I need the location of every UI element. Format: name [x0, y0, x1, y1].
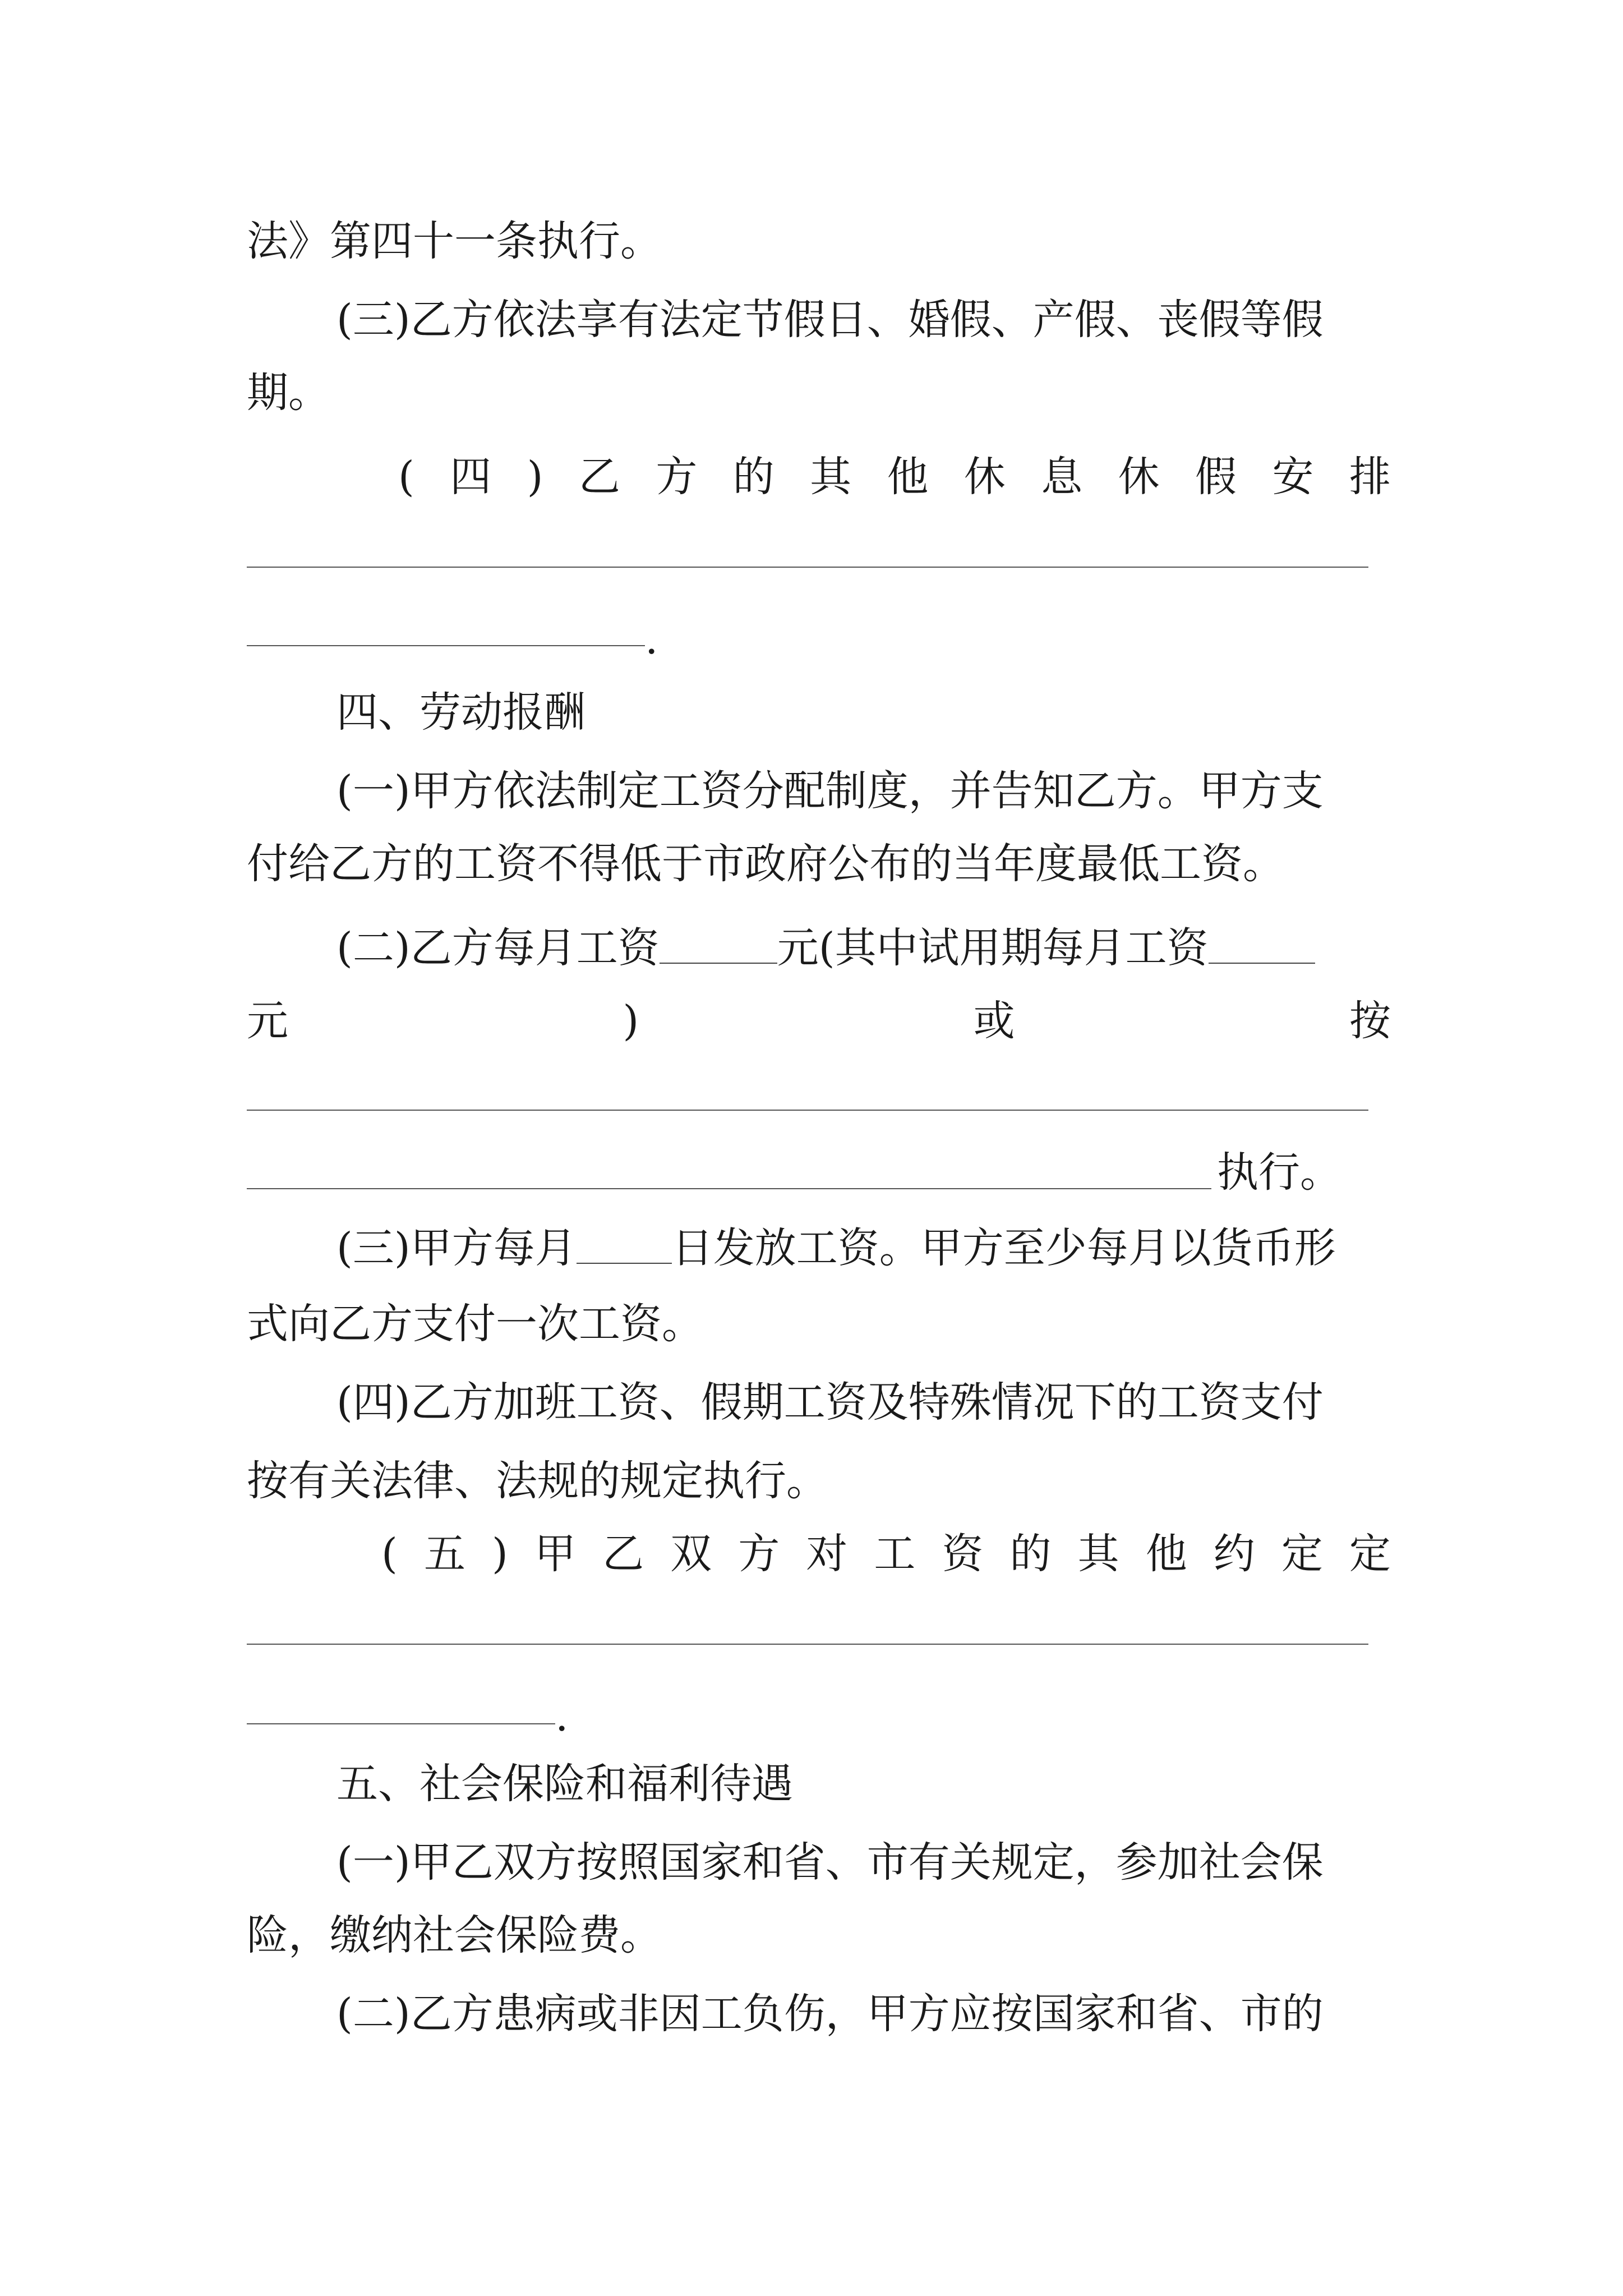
justified-char: 其 — [1077, 1530, 1119, 1578]
justified-char: 休 — [1118, 453, 1160, 501]
paragraph-line: (三)乙方依法享有法定节假日、婚假、产假、丧假等假 — [336, 296, 1324, 344]
paragraph-line — [336, 920, 1391, 976]
paragraph-line: 法》第四十一条执行。 — [247, 217, 662, 265]
payday-text-2: 日发放工资。甲方至少每月以货币形 — [671, 1224, 1336, 1272]
justified-char: 乙 — [602, 1530, 644, 1578]
paragraph-line-end: 执行。 — [1217, 1148, 1341, 1197]
section-heading: 四、劳动报酬 — [336, 688, 585, 737]
justified-char: 对 — [806, 1530, 848, 1578]
justified-heading-line — [398, 449, 1391, 505]
justified-char: 假 — [1195, 453, 1237, 501]
section-heading: 五、社会保险和福利待遇 — [336, 1760, 793, 1808]
payday-blank[interactable] — [577, 1220, 672, 1264]
justified-char: 他 — [1145, 1530, 1187, 1578]
wage-text: (二)乙方每月工资 — [336, 924, 660, 972]
justified-char: 方 — [656, 453, 698, 501]
paragraph-line: 按有关法律、法规的规定执行。 — [247, 1457, 828, 1505]
paragraph-line: 式向乙方支付一次工资。 — [247, 1300, 703, 1348]
paragraph-line: (一)甲乙双方按照国家和省、市有关规定，参加社会保 — [336, 1838, 1324, 1887]
justified-char: 五 — [423, 1530, 465, 1578]
paragraph-line: 付给乙方的工资不得低于市政府公布的当年度最低工资。 — [247, 840, 1284, 888]
paragraph-line: 期。 — [247, 369, 330, 417]
justified-char: ) — [492, 1530, 508, 1578]
fill-in-blank[interactable] — [247, 1188, 1211, 1189]
justified-char: 元 — [247, 997, 288, 1045]
justified-char: ) — [623, 997, 639, 1045]
justified-char: 或 — [973, 997, 1015, 1045]
justified-char: 工 — [874, 1530, 916, 1578]
justified-char: 安 — [1272, 453, 1314, 501]
justified-char: 的 — [732, 453, 774, 501]
justified-char: 其 — [810, 453, 852, 501]
justified-char: ( — [398, 453, 414, 501]
period-mark: . — [555, 1692, 569, 1741]
paragraph-line: (四)乙方加班工资、假期工资及特殊情况下的工资支付 — [336, 1378, 1324, 1427]
justified-char: 约 — [1213, 1530, 1255, 1578]
paragraph-line: (二)乙方患病或非因工负伤，甲方应按国家和省、市的 — [336, 1990, 1324, 2038]
justified-char: 甲 — [534, 1530, 576, 1578]
fill-in-blank[interactable] — [247, 1644, 1368, 1645]
paragraph-line: 险，缴纳社会保险费。 — [247, 1911, 662, 1959]
justified-heading-line — [381, 1526, 1391, 1582]
justified-char: 排 — [1349, 453, 1391, 501]
justified-char: 资 — [942, 1530, 984, 1578]
probation-wage-blank[interactable] — [1209, 920, 1315, 964]
fill-in-blank[interactable] — [247, 645, 645, 646]
justified-char: 双 — [670, 1530, 712, 1578]
paragraph-line — [336, 1220, 1391, 1276]
justified-char: ) — [527, 453, 543, 501]
fill-in-blank[interactable] — [247, 1110, 1368, 1111]
payday-text: (三)甲方每月 — [336, 1224, 577, 1272]
fill-in-blank[interactable] — [247, 1723, 555, 1724]
fill-in-blank[interactable] — [247, 567, 1368, 568]
justified-char: 乙 — [578, 453, 620, 501]
paragraph-line: (一)甲方依法制定工资分配制度，并告知乙方。甲方支 — [336, 767, 1324, 815]
justified-char: ( — [381, 1530, 398, 1578]
justified-char: 四 — [450, 453, 492, 501]
justified-line — [247, 993, 1391, 1049]
justified-char: 他 — [887, 453, 929, 501]
period-mark: . — [645, 615, 658, 664]
justified-char: 方 — [738, 1530, 780, 1578]
wage-blank[interactable] — [660, 920, 777, 964]
justified-char: 的 — [1009, 1530, 1052, 1578]
probation-text: 元(其中试用期每月工资 — [777, 924, 1209, 972]
justified-char: 休 — [963, 453, 1006, 501]
justified-char: 定 — [1281, 1530, 1323, 1578]
justified-char: 定 — [1349, 1530, 1391, 1578]
justified-char: 息 — [1041, 453, 1083, 501]
justified-char: 按 — [1349, 997, 1391, 1045]
